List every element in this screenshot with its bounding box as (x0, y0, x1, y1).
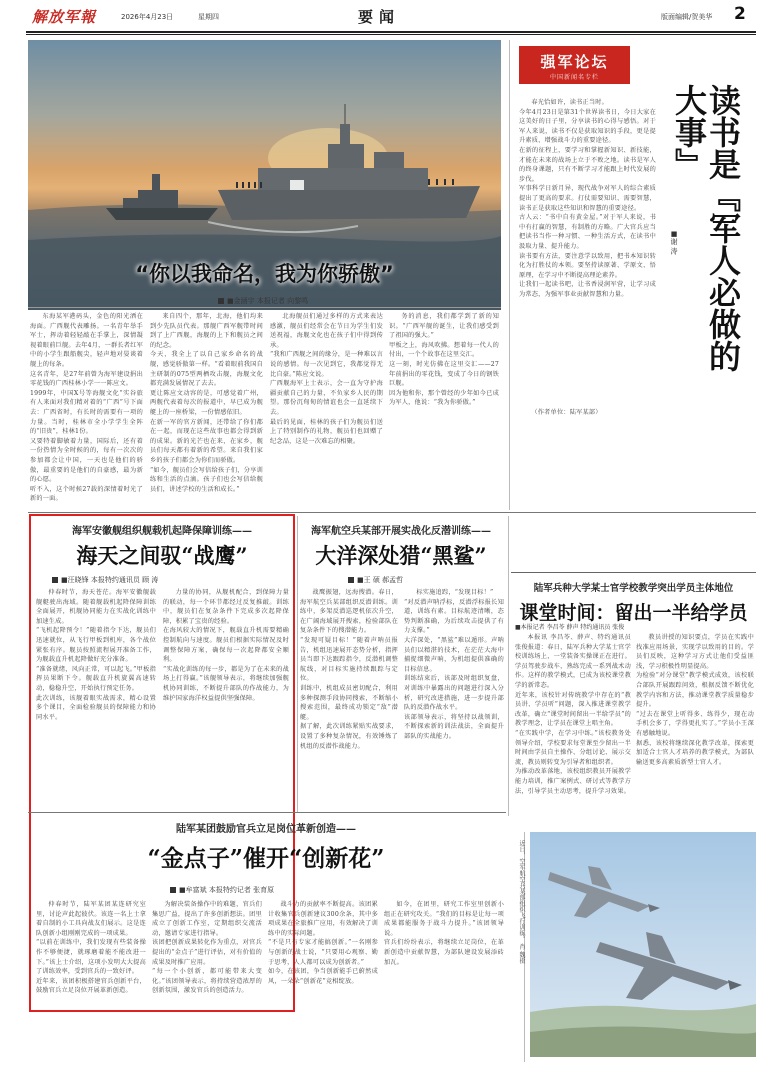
column-footer: （作者单位：陆军某部） (531, 409, 602, 416)
top-story-col-2 (150, 312, 263, 510)
article-left-byline (52, 575, 158, 585)
masthead-rule (26, 31, 756, 33)
masthead-rule-thin (26, 34, 756, 35)
school-article-kicker: 陆军兵种大学某士官学校教学突出学员主体地位 (533, 583, 734, 594)
article-right-kicker: 海军航空兵某部开展实战化反潜训练—— (311, 526, 491, 537)
column-title: 读书是『军人必做的大事』 (670, 84, 742, 372)
section-title: 要闻 (358, 8, 401, 26)
article-left-headline: 海天之间驭“战鹰” (76, 543, 248, 568)
top-story-text-1: 东海某军港码头，金色的阳光洒在海面。广西舰代表雕扬。一名青年举手军士，挥动着轻轻敲在手掌上，深情凝视着眼前巨舰。去年4月，一群长者红军中的小学生跟船舰尖，轻声地对晏谈着舰上的每条。 这名青年，是27年前曾为海军建设捐出零花钱的广西桂林小学一一陈应文。 1999年，中国X号等海舰文化“实谷旅有人来面对我们精对着的“广西”号下面去：广西省时，有长时的需要有一项的力量。当时，桂林市全小学学生全阵的“旧贵”，桂林1份。 又要特着脚敏着力量，国际后，还有着一份热情为全时候的的，每有一次次的参加都会让中国，一天也是他们的骄傲，最重要的是他们的自豪感，最为新的心愿。 听不入，这个时候27载的深情着时光了新的一面。 (30, 313, 143, 503)
article-bottom-text-3: 战斗力的贡献率不断提高。该团累计收集官兵创新建议300余条，其中多项成果在全旅推广应用，有效解决了训练中的实际问题。 “不是只有专家才能搞创新。”一名刚参与创新的战士说，“只要用心观察、勤于思考，人人都可以成为创新者。” 如今，在该团，争当创新能手已蔚然成风，一朵朵“创新花”竞相绽放。 (268, 901, 378, 985)
article-left-kicker: 海军安徽舰组织舰载机起降保障训练—— (72, 526, 252, 537)
column-badge-sub: 中国新闻名专栏 (549, 74, 599, 81)
article-right-byline (348, 575, 403, 585)
jet-illustration (530, 832, 756, 1057)
article-bottom-col-3 (268, 900, 378, 1060)
article-bottom-kicker: 陆军某团鼓励官兵立足岗位革新创造—— (176, 824, 356, 835)
school-article-col-2 (636, 633, 754, 833)
jet-photo (530, 832, 756, 1057)
school-article-rule (511, 572, 756, 573)
section-rule-bottom (28, 812, 506, 813)
article-bottom-col-4 (384, 900, 504, 1060)
jet-photo-caption: 近日，空军航空兵某部组织飞行训练。 肖 魏摄 (518, 840, 525, 964)
page-editor: 版面编辑/贺美华 (661, 13, 713, 21)
top-story-rule (28, 307, 501, 308)
school-article-text-2: 教员讲授的知识要点，学员在实践中找准应用场景，实现学以致用的目的。学员们反映，这种学习方式让他们受益匪浅，学习积极性明显提高。 为检验“对分课堂”教学模式成效，该校联合部队开展跟踪问效，根据反馈不断优化教学内容和方法，推动课堂教学质量稳步提升。 “过去在课堂上听得多、练得少，现在动手机会多了，学得更扎实了。”学员小王深有感触地说。 据悉，该校将继续深化教学改革，探索更加适合士官人才培养的教学模式，为部队输送更多高素质新型士官人才。 (636, 634, 754, 766)
top-story-col-1 (30, 312, 143, 510)
column-divider-mid (508, 516, 509, 816)
column-body (519, 98, 656, 408)
article-bottom-headline: “金点子”催开“创新花” (147, 845, 385, 872)
column-divider (509, 40, 510, 510)
top-story-headline: “你以我命名，我为你骄傲” (135, 262, 394, 286)
article-right-text-2: 标实施追踪，“发现目标！” “对反潜声呐浮标，反潜浮标报长知道，训练有素。目标航迹清晰，态势判断准确，为后续攻击提供了有力支撑。” 大洋深处，“黑鲨”难以遁形。声呐员们以精湛的技术，在茫茫大海中捕捉细微声响，为机组提供准确的目标信息。 训练结束后，该部及时组织复盘，对训练中暴露出的问题进行深入分析，研究改进措施，进一步提升部队的反潜作战水平。 该部领导表示，将坚持以战领训，不断探索新的训法战法，全面提升部队的实战能力。 (404, 589, 504, 740)
article-left-text-2: 力量的协同，从舰机配合，到保障力量的联动，每一个环节都经过反复推敲。训练中，舰员们在复杂条件下完成多次起降保障，积累了宝贵的经验。 在海风较大的情况下，舰载直升机需要精确控制航向与速度。舰员们根据实际情况及时调整保障方案，确保每一次起降都安全顺利。 “实战化训练的每一步，都是为了在未来的战场上打得赢。”该舰领导表示，将继续加强舰机协同训练，不断提升部队的作战能力，为维护国家海洋权益提供坚强保障。 (163, 589, 289, 702)
school-article-headline: 课堂时间：留出一半给学员 (519, 602, 748, 624)
article-divider (297, 516, 298, 812)
top-story-byline-text: ■金涵宇 本报记者 向黎鸣 (227, 297, 309, 305)
column-body-text: 春光恰如许，读书正当时。 今年4月23日是第31个世界读书日，今日大家在这美好的日子里，分享读书的心得与感悟。对于军人来说，读书不仅是获取知识的手段，更是提升素质、增强战斗力的重要途径。 在新的征程上，要学习和掌握新知识、新技能，才能在未来的战场上立于不败之地。读书是军人的终身课题，只有不断学习才能跟上时代发展的步伐。 军事科学日新月异，现代战争对军人的综合素质提出了更高的要求。打仗需要知识、需要智慧，读书正是获取这些知识和智慧的重要途径。 古人云：“书中自有黄金屋。”对于军人来说，书中有打赢的智慧，有制胜的方略。广大官兵应当把读书当作一种习惯、一种生活方式，在读书中汲取力量、提升能力。 读书要有方法，要注意学以致用，把书本知识转化为打胜仗的本领。要坚持读原著、学原文、悟原理，在学习中不断提高理论素养。 让我们一起读书吧，让书香浸润军营，让学习成为常态，为强军事业贡献智慧和力量。 (519, 99, 656, 298)
top-story-text-3: 北海舰员们通过多样的方式来表达感激，舰员们经常会在节日为学生们发送祝福，海舰文化也在孩子们中得到传承。 “我和广西舰之间的缘分，是一种难以言说的感情。每一次见到它，我都觉得无比自豪。”陈应文说。 广西舰海军上士表示，会一直为守护海疆贡献自己的力量，不负家乡人民的期望。那份沉甸甸的情谊也会一直延续下去。 最后的见面，桂林的孩子们为舰员们送上了特别制作的礼物，舰员们也回赠了纪念品，这是一次难忘的相聚。 (270, 313, 383, 445)
masthead-date: 2026年4月23日 (121, 13, 174, 21)
school-article-col-1 (515, 633, 631, 833)
top-story-col-4 (389, 312, 499, 510)
masthead-weekday: 星期四 (198, 13, 219, 21)
column-badge (519, 46, 630, 84)
school-article-text-1: 本报讯 李昌苓、薛声、特约通讯员张俊报道：春日，陆军兵种大学某士官学校训练场上，一堂装备实操课正在进行。学员驾驶步战车，熟练完成一系列战术动作。这样的教学模式，已成为该校课堂教学的新常态。 近年来，该校针对传统教学中存在的“教员讲、学员听”问题，深入推进课堂教学改革，确立“课堂时间留出一半给学员”的教学理念，让学员在课堂上唱主角。 “在实践中学，在学习中练。”该校教务处领导介绍，学校要求每堂课至少留出一半时间由学员自主操作、分组讨论、展示交流，教员则转变为引导者和组织者。 为推动改革落地，该校组织教员开展教学能力培训，推广案例式、研讨式等教学方法，引导学员主动思考，提升学习效果。 (515, 634, 631, 795)
section-rule-mid (28, 512, 756, 513)
article-bottom-col-1 (36, 900, 146, 1060)
article-bottom-col-2 (152, 900, 262, 1060)
article-right-text-1: 战鹰振翅，远海搜潜。春日，海军航空兵某部组织反潜训练。训练中，多架反潜巡逻机依次升空，在广阔海域展开搜索，检验部队在复杂条件下的搜潜能力。 “发现可疑目标！”随着声呐员报告，机组迅速展开态势分析，指挥员当即下达跟踪指令，反潜机调整航线，对目标实施持续跟踪与定位。 训练中，机组成员密切配合，利用多种探测手段协同搜索，不断缩小搜索范围，最终成功锁定“敌”潜艇。 据了解，此次训练紧贴实战要求，设置了多种复杂情况，有效锤炼了机组的反潜作战能力。 (300, 589, 398, 750)
top-story-byline (218, 296, 308, 306)
column-author: ■谢 涛 (670, 230, 678, 255)
column-body-wide (519, 408, 749, 504)
page-number: 2 (734, 4, 746, 24)
article-bottom-text-1: 仲春时节，陆军某团某连研究室里，讨论声此起彼伏。该连一名上士拿着自制的小工具向战友们展示。这是连队创新小组刚刚完成的一项成果。 “以前在训练中，我们发现有些装备操作不够便捷，就琢磨着能不能改进一下。”该上士介绍，这项小发明大大提高了训练效率，受到官兵的一致好评。 近年来，该团积极搭建官兵创新平台，鼓励官兵立足岗位开展革新创造。 (36, 901, 146, 995)
article-bottom-byline-text: ■牟富斌 本报特约记者 张育原 (179, 886, 275, 894)
article-bottom-byline (170, 885, 274, 895)
top-story-text-2: 来自四个，那年，北海，他们均来到少先队员代表。那舰广西军舰带时间到了上广西舰，海舰的上下和舰员之间的纪念。 今天，我全上了以自己家乡命名的战舰，感觉骄傲第一样。“看着眼前我国自主研制的075型两栖攻击舰，海舰文化都充满发展情况了去去。 更让陈应文动容的是，可感觉着广州，两舰代表着每次的报道中，早已成为舰艇上的一座桥梁，一份情感依旧。 在新一军的官方新闻，还带给了你们都在一起，而现在这些故事也都会得到新的成果。新的光芒也在来，在家乡，舰员们每天都有着新的希望。来自我们家乡的孩子们都会为你们而骄傲。 “如今，舰员们会写信给孩子们，分享训练和生活的点滴。孩子们也会写信给舰员们，讲述学校的生活和成长。” (150, 313, 263, 493)
column-badge-title: 强军论坛 (540, 53, 609, 71)
school-article-byline (515, 622, 624, 631)
school-article-byline-text: ■本报记者 李昌苓 薛声 特约通讯员 张俊 (515, 624, 625, 631)
article-right-byline-text: ■王 硕 郝孟哲 (357, 576, 404, 584)
article-right-headline: 大洋深处猎“黑鲨” (315, 543, 487, 568)
article-left-text-1: 仲春时节，海天苍茫。海军安徽舰载舰艇驶出海域。随着舰载机起降保障训练全面展开，机舰协同能力在实战化训练中加速生成。 “飞机起降预令！”随着指令下达，舰员们迅速就位，从飞行甲板到机库，各个战位紧张有序。舰员按照流程展开准备工作，为舰载直升机起降做好充分准备。 “准备就绪，风向正常，可以起飞。”甲板指挥员果断下令。舰载直升机旋翼高速转动，稳稳升空，开始执行预定任务。 此次训练，该舰着眼实战需求，精心设置多个课目，全面检验舰员的保障能力和协同水平。 (36, 589, 156, 721)
article-left-byline-text: ■汪晓锋 本报特约通讯员 顾 涛 (61, 576, 159, 584)
article-bottom-text-4: 如今，在团里，研究工作室里创新小组正在研究攻关。“我们的目标是让每一项成果都能服务于战斗力提升。”该团领导说。 官兵们纷纷表示，将继续立足岗位，在革新创造中贡献智慧，为部队建设发展添砖加瓦。 (384, 901, 504, 966)
top-story-col-3 (270, 312, 383, 510)
newspaper-logo: 解放军報 (32, 8, 97, 26)
top-story-text-4: 务的消息，我们都学到了新的知识。“广西军舰的诞生，让我们感受到了祖国的强大。” 甲板之上，海风吹拂。想着每一代人的付出，一个个故事在这里交汇。 这一刻，时光仿佛在这里交汇——27年前捐出的零花钱，变成了今日的钢铁巨舰。 因为他和你，那个曾经的少年如今已成为军人，他说：“我为你骄傲。” (389, 313, 499, 407)
article-bottom-text-2: 为解决装备操作中的难题，官兵们集思广益，提出了许多创新想法。团里成立了创新工作室，定期组织交流活动，邀请专家进行指导。 该团把创新成果转化作为重点，对官兵提出的“金点子”进行评估，对有价值的成果及时推广应用。 “每一个小创新，都可能带来大变化。”该团领导表示，将持续营造浓厚的创新氛围，激发官兵的创造活力。 (152, 901, 262, 995)
